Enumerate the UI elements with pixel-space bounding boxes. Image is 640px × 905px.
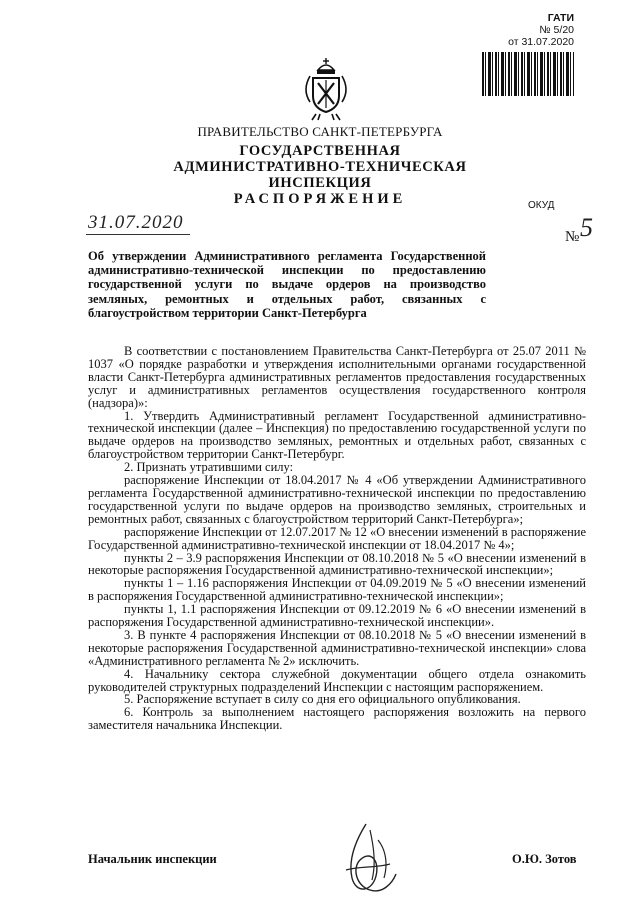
number-label: № xyxy=(565,229,580,245)
coat-of-arms-icon xyxy=(296,56,356,122)
registration-stamp xyxy=(464,12,574,48)
okud-label: ОКУД xyxy=(528,200,555,211)
agency-name-line3: ИНСПЕКЦИЯ xyxy=(268,175,372,191)
item-4: 4. Начальнику сектора служебной документации общего отдела ознакомить руководителей структурных подразделений Инспекции с настоящим распоряжением. xyxy=(88,666,586,694)
agency-name xyxy=(0,143,640,191)
item-2-a: распоряжение Инспекции от 18.04.2017 № 4 «Об утверждении Административного регламента Государственной административно-технической инспекции по предоставлению государственной услуги по выдаче ордеров на производство земляных, строительных и ремонтных работ, связанных с благоустройством территорий Санкт-Петербурга»; xyxy=(88,473,586,526)
preamble: В соответствии с постановлением Правительства Санкт-Петербурга от 25.07 2011 № 1037 «О порядке разработки и утверждения исполнительными органами государственной власти Санкт-Петербурга административных регламентов предоставления государственных услуг и административных регламентов осуществления государственного контроля (надзора)»: xyxy=(88,344,586,410)
item-2-e: пункты 1, 1.1 распоряжения Инспекции от 09.12.2019 № 6 «О внесении изменений в распоряжения Государственной административно-технической инспекции». xyxy=(88,602,586,630)
item-5: 5. Распоряжение вступает в силу со дня его официального опубликования. xyxy=(124,692,521,707)
handwritten-date: 31.07.2020 xyxy=(86,212,190,235)
handwritten-signature xyxy=(326,820,408,902)
item-2-d: пункты 1 – 1.16 распоряжения Инспекции от 04.09.2019 № 5 «О внесении изменений в распоряжения Государственной административно-технической инспекции»; xyxy=(88,576,586,604)
item-1: 1. Утвердить Административный регламент Государственной административно-технической инспекции (далее – Инспекция) по предоставлению государственной услуги по выдаче ордеров на производство земляных, ремонтных и отдельных работ, связанных с благоустройством территории Санкт-Петербург. xyxy=(88,408,586,462)
item-2: 2. Признать утратившими силу: xyxy=(124,460,294,475)
item-6: 6. Контроль за выполнением настоящего распоряжения возложить на первого заместителя начальника Инспекции. xyxy=(88,705,586,733)
government-name: ПРАВИТЕЛЬСТВО САНКТ-ПЕТЕРБУРГА xyxy=(197,124,443,139)
barcode xyxy=(482,52,574,96)
item-2-b: распоряжение Инспекции от 12.07.2017 № 12 «О внесении изменений в распоряжение Государственной административно-технической инспекции от 18.04.2017 № 4»; xyxy=(88,524,586,552)
item-2-c: пункты 2 – 3.9 распоряжения Инспекции от 08.10.2018 № 5 «О внесении изменений в некоторые распоряжения Государственной административно-технической инспекции»; xyxy=(88,550,586,578)
stamp-agency: ГАТИ xyxy=(547,12,574,24)
document-body xyxy=(88,345,586,732)
stamp-reg-number: № 5/20 xyxy=(539,24,574,36)
stamp-reg-date: от 31.07.2020 xyxy=(508,36,574,48)
item-3: 3. В пункте 4 распоряжения Инспекции от 08.10.2018 № 5 «О внесении изменений в некоторые распоряжения Государственной административно-технической инспекции» слова «Административного регламента № 2» исключить. xyxy=(88,627,586,668)
signatory-name: О.Ю. Зотов xyxy=(512,852,577,866)
handwritten-number: 5 xyxy=(580,213,593,242)
agency-name-line1: ГОСУДАРСТВЕННАЯ xyxy=(239,143,401,159)
document-subject: Об утверждении Административного регламента Государственной административно-технической инспекции по предоставлению государственной услуги по выдаче ордеров на производство земляных, ремонтных и отдельных работ, связанных с благоустройством территории Санкт-Петербурга xyxy=(88,249,486,320)
document-type: РАСПОРЯЖЕНИЕ xyxy=(233,191,407,207)
signatory-title: Начальник инспекции xyxy=(88,852,217,866)
agency-name-line2: АДМИНИСТРАТИВНО-ТЕХНИЧЕСКАЯ xyxy=(173,159,467,175)
